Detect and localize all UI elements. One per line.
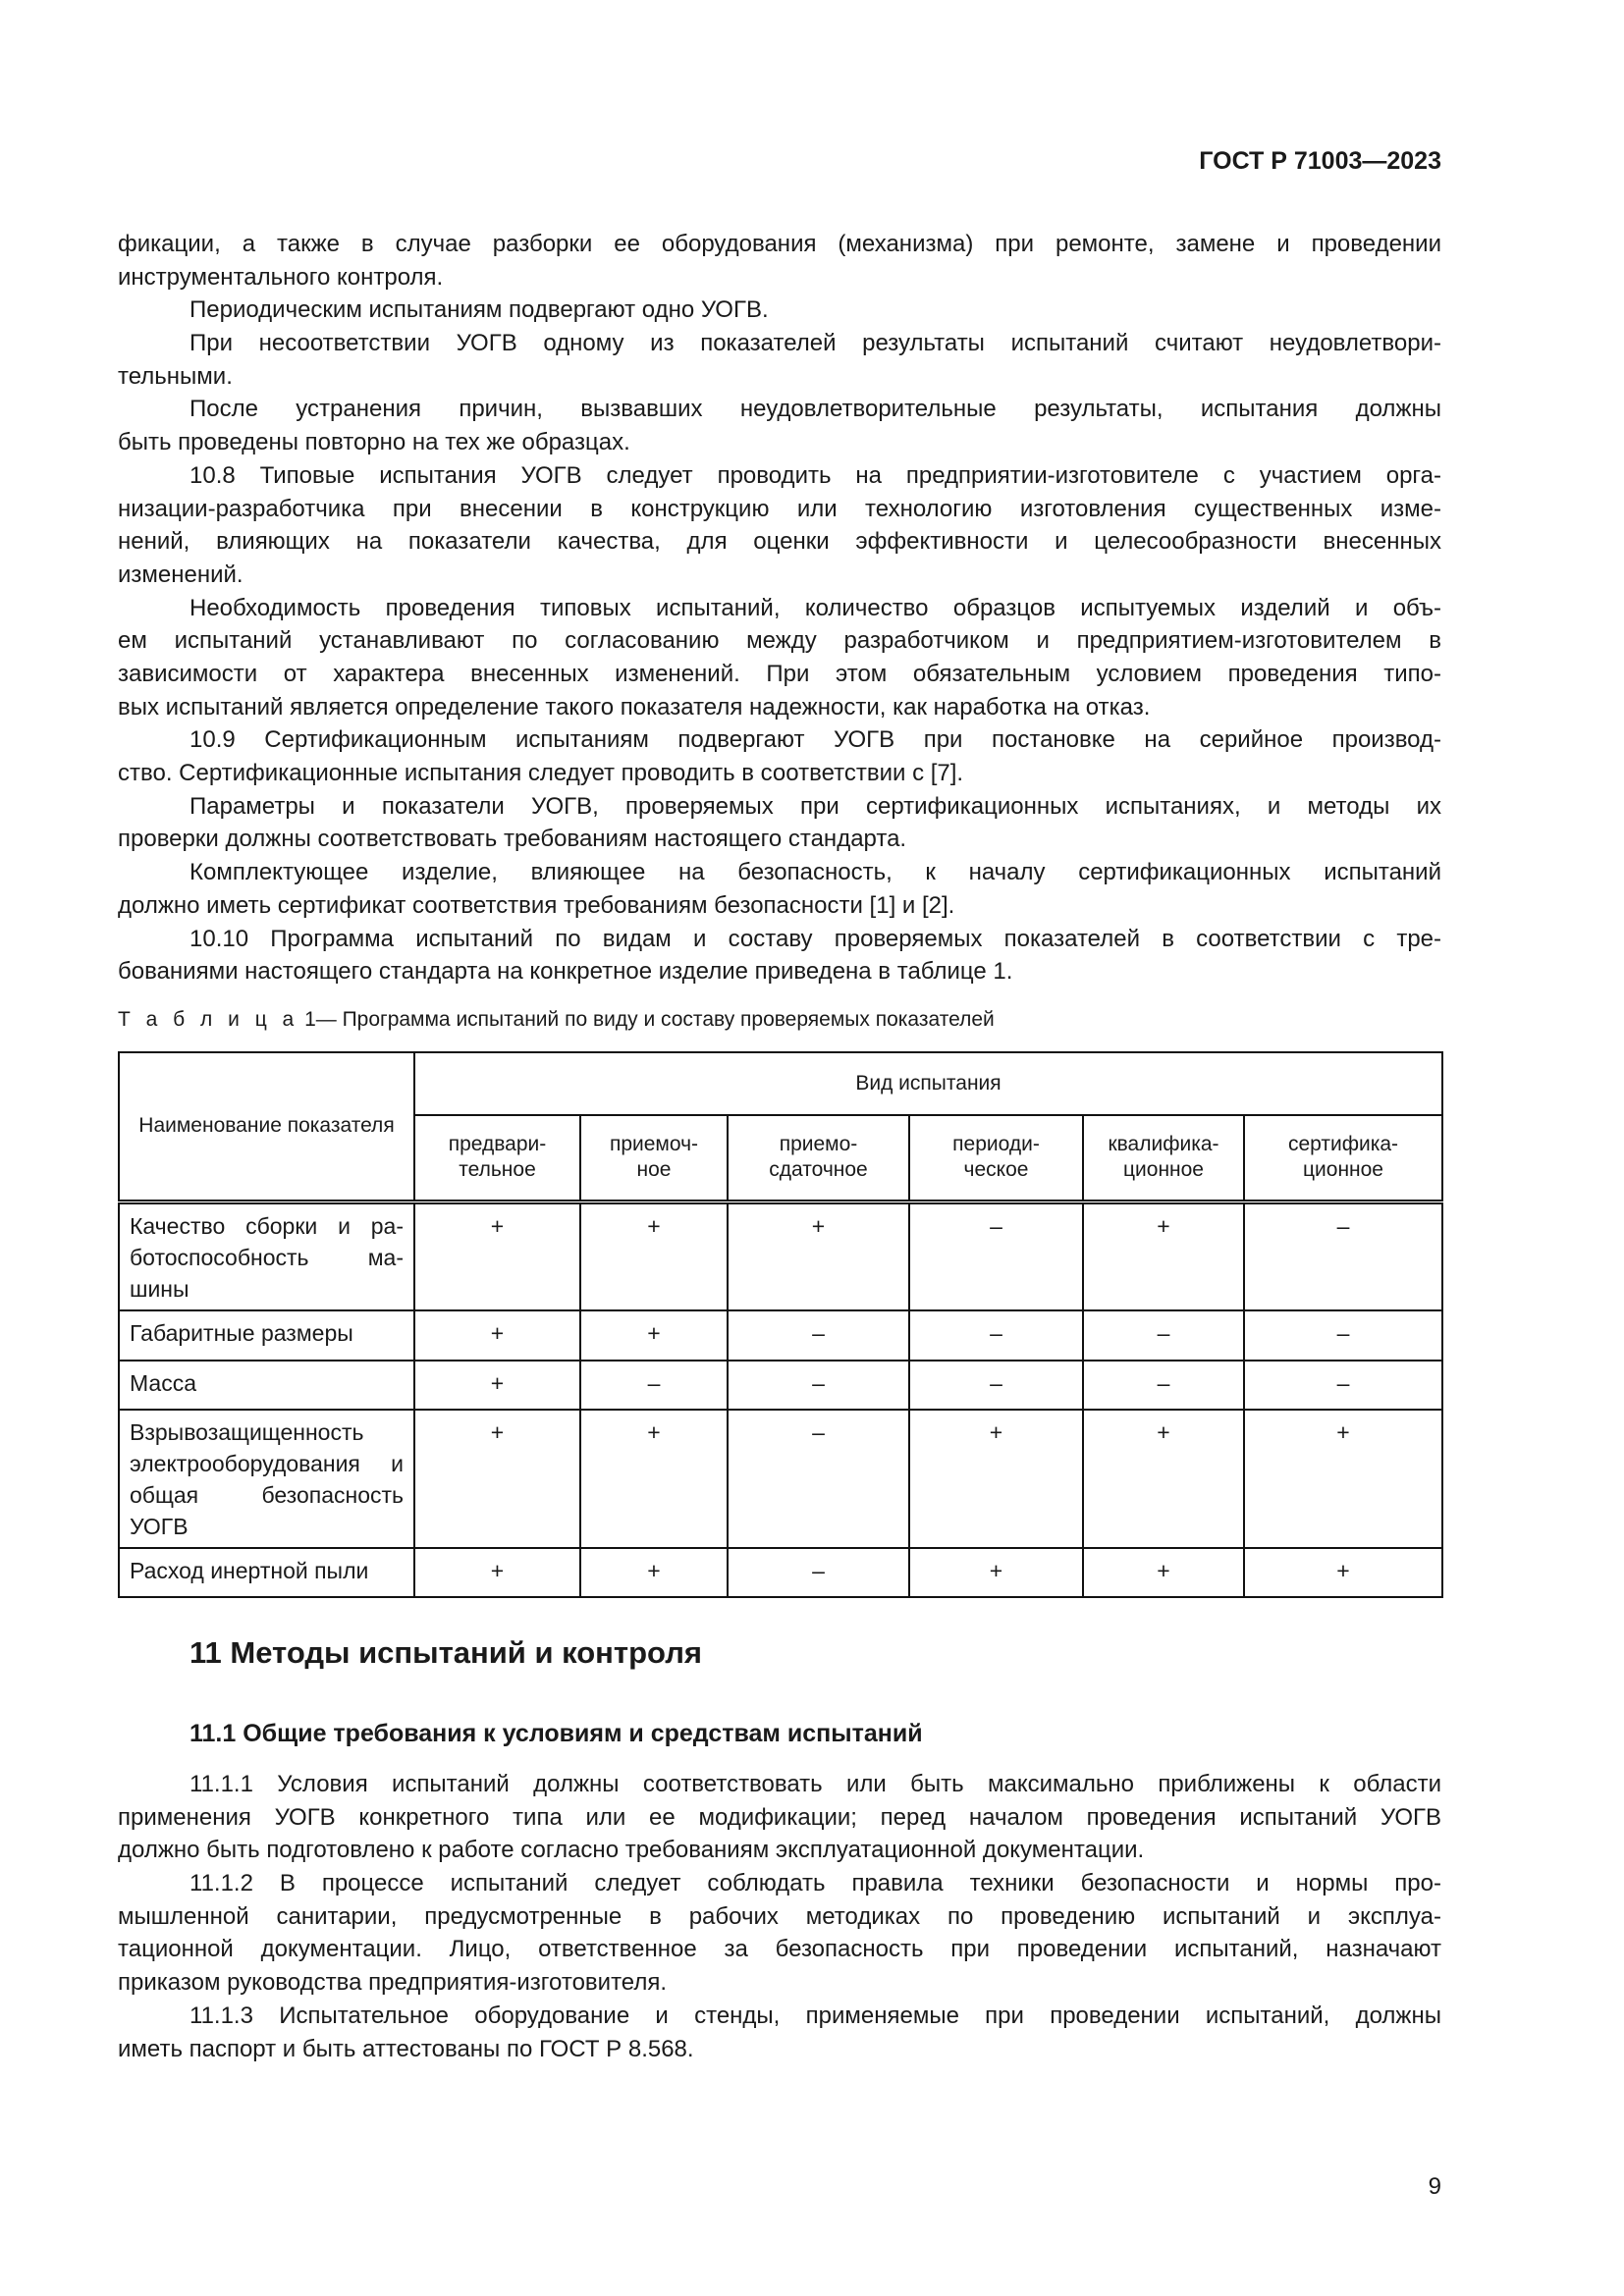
column-header-line: сдаточное [769,1158,868,1182]
test-mark: + [909,1548,1083,1597]
column-header-line: ционное [1123,1158,1204,1182]
test-mark: + [414,1410,580,1548]
text-line: 10.10 Программа испытаний по видам и составу проверяемых показателей в соответствии с тре- [189,925,1441,952]
header-test-type: Вид испытания [414,1052,1442,1115]
test-mark: – [728,1310,909,1361]
test-mark: – [909,1201,1083,1310]
text-line: ство. Сертификационные испытания следует проводить в соответствии с [7]. [118,760,964,787]
column-header-line: предвари- [448,1133,547,1156]
section-heading: 11 Методы испытаний и контроля [189,1635,702,1670]
text-line: мышленной санитарии, предусмотренные в рабочих методиках по проведению испытаний и эксплуа- [118,1902,1441,1930]
column-header [580,1115,728,1201]
column-header-line: приемо- [779,1133,858,1156]
table-caption [118,1008,995,1032]
text-line: низации-разработчика при внесении в конструкцию или технологию изготовления существенных изме- [118,495,1441,522]
body-text-bottom [118,1768,1441,2065]
test-mark: + [580,1548,728,1597]
text-line: нений, влияющих на показатели качества, для оценки эффективности и целесообразности внесенных [118,528,1441,556]
page-number: 9 [1428,2173,1441,2200]
indicator-name: Расход инертной пыли [119,1548,414,1597]
test-mark: + [909,1410,1083,1548]
subsection-heading: 11.1 Общие требования к условиям и средствам испытаний [189,1720,923,1747]
text-line: вых испытаний является определение такого показателя надежности, как наработка на отказ. [118,693,1151,721]
text-line: быть проведены повторно на тех же образцах. [118,429,630,456]
text-line: 11.1.1 Условия испытаний должны соответствовать или быть максимально приближены к области [189,1771,1441,1797]
table-caption-label: Т а б л и ц а [118,1008,299,1031]
body-text-top [118,228,1441,988]
test-program-table [118,1051,1443,1598]
test-mark: + [580,1410,728,1548]
text-line: должно иметь сертификат соответствия требованиям безопасности [1] и [2]. [118,891,955,919]
test-mark: + [1244,1410,1442,1548]
text-line: 10.8 Типовые испытания УОГВ следует проводить на предприятии-изготовителе с участием орга- [189,461,1441,489]
text-line: Комплектующее изделие, влияющее на безопасность, к началу сертификационных испытаний [189,859,1441,886]
text-line: изменений. [118,561,244,588]
test-mark: + [414,1310,580,1361]
test-mark: + [414,1548,580,1597]
text-line: иметь паспорт и быть аттестованы по ГОСТ Р 8.568. [118,2035,694,2062]
test-mark: – [1083,1361,1244,1410]
test-mark: – [909,1310,1083,1361]
test-mark: + [414,1361,580,1410]
test-mark: – [1244,1361,1442,1410]
indicator-name: Габаритные размеры [119,1310,414,1361]
column-header-line: ческое [963,1158,1029,1182]
text-line: должно быть подготовлено к работе согласно требованиям эксплуатационной документации. [118,1837,1145,1864]
text-line: Параметры и показатели УОГВ, проверяемых при сертификационных испытаниях, и методы их [189,792,1441,820]
test-mark: + [414,1201,580,1310]
table-row [119,1410,1442,1548]
test-mark: – [1244,1201,1442,1310]
header-indicator-name: Наименование показателя [119,1052,414,1201]
text-line: инструментального контроля. [118,263,444,291]
table-row [119,1310,1442,1361]
table-row [119,1361,1442,1410]
text-line: Периодическим испытаниям подвергают одно УОГВ. [189,296,769,324]
text-line: зависимости от характера внесенных изменений. При этом обязательным условием проведения типо- [118,661,1441,688]
column-header [414,1115,580,1201]
test-mark: + [1083,1548,1244,1597]
text-line: Необходимость проведения типовых испытаний, количество образцов испытуемых изделий и объ- [189,594,1441,621]
test-mark: – [728,1548,909,1597]
text-line: ем испытаний устанавливают по согласованию между разработчиком и предприятием-изготовителем в [118,627,1441,655]
table-row [119,1201,1442,1310]
indicator-name: Качество сборки и ра-ботоспособность ма-шины [119,1201,414,1310]
text-line: применения УОГВ конкретного типа или ее модификации; перед началом проведения испытаний УОГВ [118,1803,1441,1831]
test-mark: – [1083,1310,1244,1361]
test-mark: – [580,1361,728,1410]
column-header [909,1115,1083,1201]
test-mark: + [1083,1410,1244,1548]
text-line: приказом руководства предприятия-изготовителя. [118,1969,668,1997]
column-header-line: тельное [459,1158,536,1182]
test-mark: + [728,1201,909,1310]
column-header-line: квалифика- [1108,1133,1219,1156]
table-row [119,1548,1442,1597]
test-mark: + [1244,1548,1442,1597]
table-caption-text: 1— Программа испытаний по виду и составу проверяемых показателей [298,1008,995,1031]
text-line: фикации, а также в случае разборки ее оборудования (механизма) при ремонте, замене и проведении [118,231,1441,257]
indicator-name: Взрывозащищенность электрооборудования и общая безопасность УОГВ [119,1410,414,1548]
test-mark: + [580,1310,728,1361]
test-mark: – [909,1361,1083,1410]
text-line: бованиями настоящего стандарта на конкретное изделие приведена в таблице 1. [118,958,1013,986]
text-line: После устранения причин, вызвавших неудовлетворительные результаты, испытания должны [189,396,1441,423]
test-mark: + [580,1201,728,1310]
text-line: 10.9 Сертификационным испытаниям подвергают УОГВ при постановке на серийное производ- [189,726,1441,754]
document-code: ГОСТ Р 71003—2023 [1199,147,1441,175]
test-mark: – [728,1410,909,1548]
column-header [728,1115,909,1201]
test-mark: + [1083,1201,1244,1310]
column-header-line: сертифика- [1287,1133,1399,1156]
text-line: тационной документации. Лицо, ответственное за безопасность при проведении испытаний, назначают [118,1936,1441,1963]
text-line: При несоответствии УОГВ одному из показателей результаты испытаний считают неудовлетвори- [189,330,1441,357]
column-header-line: приемоч- [609,1133,699,1156]
text-line: 11.1.3 Испытательное оборудование и стенды, применяемые при проведении испытаний, должны [189,2002,1441,2029]
indicator-name: Масса [119,1361,414,1410]
test-mark: – [728,1361,909,1410]
column-header-line: периоди- [952,1133,1040,1156]
column-header-line: ционное [1303,1158,1383,1182]
text-line: тельными. [118,362,233,390]
text-line: проверки должны соответствовать требованиям настоящего стандарта. [118,826,907,853]
column-header [1083,1115,1244,1201]
column-header-line: ное [636,1158,672,1182]
test-mark: – [1244,1310,1442,1361]
text-line: 11.1.2 В процессе испытаний следует соблюдать правила техники безопасности и нормы про- [189,1870,1441,1897]
column-header [1244,1115,1442,1201]
